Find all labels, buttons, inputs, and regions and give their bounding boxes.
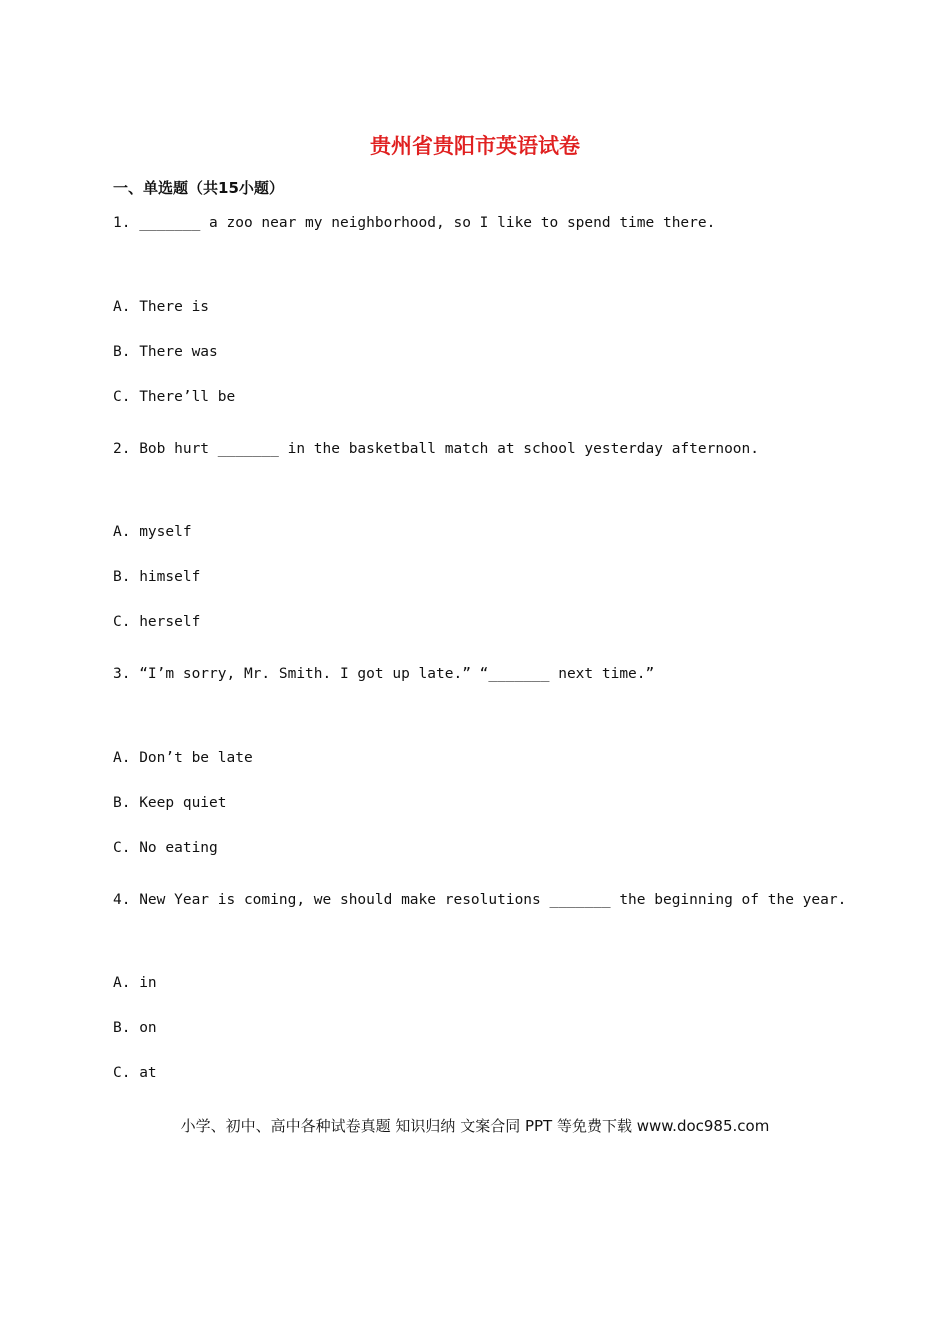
question-4-option-b: B. on	[113, 1020, 157, 1036]
page-title: 贵州省贵阳市英语试卷	[370, 134, 580, 158]
question-3-option-c: C. No eating	[113, 840, 218, 856]
question-2-option-c: C. herself	[113, 614, 201, 630]
section-heading: 一、单选题（共15小题）	[113, 179, 284, 197]
question-1-option-c: C. There’ll be	[113, 389, 236, 405]
question-1-option-b: B. There was	[113, 344, 218, 360]
question-3-option-a: A. Don’t be late	[113, 750, 253, 766]
question-4-option-c: C. at	[113, 1065, 157, 1081]
question-1-stem: 1. _______ a zoo near my neighborhood, so I like to spend time there.	[113, 215, 716, 231]
question-2-option-a: A. myself	[113, 524, 192, 540]
question-3-stem: 3. “I’m sorry, Mr. Smith. I got up late.” “_______ next time.”	[113, 666, 655, 682]
question-2-option-b: B. himself	[113, 569, 201, 585]
question-1-option-a: A. There is	[113, 299, 210, 315]
question-4-option-a: A. in	[113, 975, 157, 991]
footer-text: 小学、初中、高中各种试卷真题 知识归纳 文案合同 PPT 等免费下载 www.doc985.com	[180, 1117, 770, 1135]
question-3-option-b: B. Keep quiet	[113, 795, 227, 811]
question-4-stem: 4. New Year is coming, we should make resolutions _______ the beginning of the year.	[113, 892, 847, 908]
question-2-stem: 2. Bob hurt _______ in the basketball match at school yesterday afternoon.	[113, 441, 760, 457]
